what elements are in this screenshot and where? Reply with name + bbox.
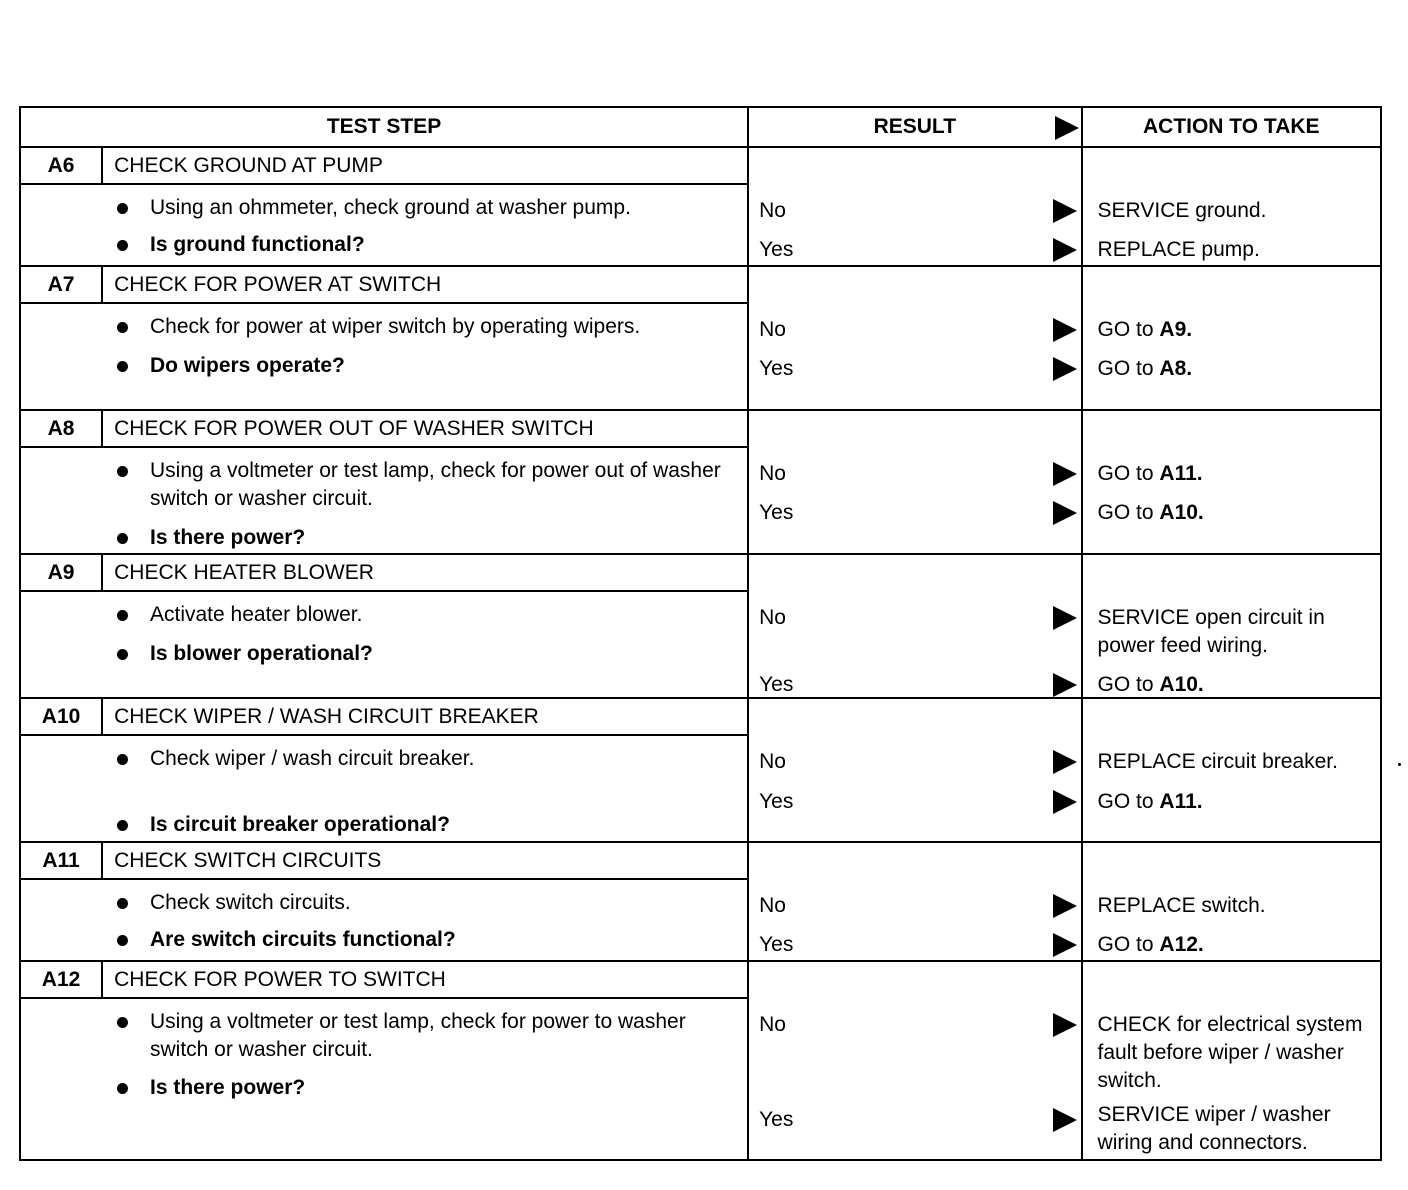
result-label: Yes [759,238,794,261]
step-title: CHECK FOR POWER TO SWITCH [102,961,748,998]
result-option [759,197,1080,225]
step-instruction [21,194,747,222]
bullet-icon [117,322,128,333]
bullet-icon [117,1017,128,1028]
result-label: No [759,606,786,629]
result-cell [748,410,1081,554]
step-question [21,231,747,259]
step-question [21,352,747,380]
action-text [1098,355,1374,383]
bullet-icon [117,466,128,477]
result-label: No [759,750,786,773]
action-text [1098,931,1374,959]
bullet-icon [117,203,128,214]
step-title-row [20,554,1381,591]
result-cell [748,961,1081,1160]
arrow-right-icon [1053,606,1077,630]
action-step-ref: A9. [1159,318,1193,341]
bullet-text: Is blower operational? [150,642,373,665]
stray-dot-mark [1398,763,1401,766]
action-text [1098,892,1374,920]
step-instruction [21,457,747,513]
bullet-text: Using an ohmmeter, check ground at washer pump. [150,196,631,219]
step-instruction [21,745,747,773]
bullet-text: Do wipers operate? [150,354,345,377]
arrow-right-icon [1055,116,1079,140]
action-text [1098,236,1374,264]
result-option [759,748,1080,776]
arrow-right-icon [1053,238,1077,262]
result-option [759,355,1080,383]
step-instruction [21,1008,747,1064]
step-question [21,811,747,839]
result-label: No [759,1013,786,1036]
action-cell [1082,410,1381,554]
action-instruction: SERVICE ground. [1097,199,1267,222]
result-option [759,316,1080,344]
result-option [759,892,1080,920]
bullet-icon [117,533,128,544]
result-option [759,460,1080,488]
result-option [759,1106,1080,1134]
arrow-right-icon [1053,790,1077,814]
bullet-text: Check for power at wiper switch by operating wipers. [150,315,641,338]
step-id: A11 [20,842,102,879]
bullet-icon [117,649,128,660]
step-title-row [20,410,1381,447]
step-id: A10 [20,698,102,735]
step-title-row [20,842,1381,879]
step-title-row [20,961,1381,998]
bullet-text: Using a voltmeter or test lamp, check for power out of washer switch or washer circuit. [150,459,721,510]
action-cell [1082,554,1381,698]
step-title: CHECK GROUND AT PUMP [102,147,748,184]
action-step-ref: A10. [1159,673,1204,696]
bullet-icon [117,361,128,372]
step-title: CHECK WIPER / WASH CIRCUIT BREAKER [102,698,748,735]
bullet-text: Check wiper / wash circuit breaker. [150,747,475,770]
step-question [21,926,747,954]
result-option [759,1011,1080,1039]
bullet-text: Is ground functional? [150,233,365,256]
step-body [20,184,748,266]
result-cell [748,266,1081,410]
step-id: A12 [20,961,102,998]
arrow-right-icon [1053,673,1077,697]
action-step-ref: A10. [1159,501,1204,524]
action-instruction: SERVICE wiper / washer wiring and connectors. [1097,1103,1331,1154]
bullet-text: Is circuit breaker operational? [150,813,450,836]
result-option [759,499,1080,527]
result-label: Yes [759,501,794,524]
step-question [21,1074,747,1102]
action-instruction: GO to [1097,318,1160,341]
step-instruction [21,889,747,917]
diagnostic-table [19,106,1382,1161]
action-instruction: GO to [1097,357,1160,380]
header-result-label: RESULT [873,115,957,138]
step-body [20,303,748,410]
header-action: ACTION TO TAKE [1082,107,1381,147]
arrow-right-icon [1053,1013,1077,1037]
action-instruction: GO to [1097,790,1160,813]
action-step-ref: A11. [1159,790,1203,813]
result-option [759,604,1080,632]
bullet-text: Using a voltmeter or test lamp, check for power to washer switch or washer circuit. [150,1010,686,1061]
action-instruction: GO to [1097,462,1160,485]
action-cell [1082,698,1381,842]
arrow-right-icon [1053,318,1077,342]
action-instruction: CHECK for electrical system fault before wiper / washer switch. [1097,1013,1363,1092]
step-body [20,735,748,842]
action-cell [1082,266,1381,410]
bullet-icon [117,754,128,765]
result-cell [748,147,1081,266]
action-instruction: GO to [1097,673,1160,696]
arrow-right-icon [1053,933,1077,957]
header-result [748,107,1081,147]
result-label: Yes [759,1108,794,1131]
action-text [1098,604,1374,660]
bullet-icon [117,820,128,831]
bullet-text: Are switch circuits functional? [150,928,456,951]
step-title: CHECK HEATER BLOWER [102,554,748,591]
step-title-row [20,266,1381,303]
action-step-ref: A12. [1159,933,1204,956]
step-title: CHECK FOR POWER AT SWITCH [102,266,748,303]
action-text [1098,1101,1374,1157]
step-title: CHECK SWITCH CIRCUITS [102,842,748,879]
result-option [759,671,1080,699]
bullet-icon [117,898,128,909]
step-title: CHECK FOR POWER OUT OF WASHER SWITCH [102,410,748,447]
action-instruction: SERVICE open circuit in power feed wiring. [1097,606,1325,657]
action-step-ref: A8. [1159,357,1193,380]
bullet-icon [117,1083,128,1094]
result-label: Yes [759,933,794,956]
step-title-row [20,147,1381,184]
table-header-row [20,107,1381,147]
bullet-text: Check switch circuits. [150,891,351,914]
step-body [20,879,748,961]
arrow-right-icon [1053,1108,1077,1132]
action-instruction: REPLACE pump. [1097,238,1260,261]
step-id: A6 [20,147,102,184]
action-text [1098,748,1374,776]
action-step-ref: A11. [1159,462,1203,485]
step-body [20,447,748,554]
step-question [21,524,747,552]
action-text [1098,671,1374,699]
bullet-icon [117,610,128,621]
result-label: No [759,199,786,222]
step-id: A7 [20,266,102,303]
arrow-right-icon [1053,894,1077,918]
step-body [20,998,748,1160]
bullet-icon [117,240,128,251]
arrow-right-icon [1053,462,1077,486]
action-instruction: REPLACE switch. [1097,894,1266,917]
step-body [20,591,748,698]
result-label: Yes [759,790,794,813]
step-question [21,640,747,668]
header-test-step: TEST STEP [20,107,748,147]
action-text [1098,316,1374,344]
result-label: No [759,318,786,341]
step-id: A9 [20,554,102,591]
result-option [759,931,1080,959]
action-text [1098,788,1374,816]
action-text [1098,1011,1374,1095]
bullet-text: Activate heater blower. [150,603,363,626]
action-cell [1082,842,1381,961]
action-instruction: GO to [1097,501,1160,524]
action-cell [1082,147,1381,266]
action-text [1098,460,1374,488]
result-label: No [759,894,786,917]
action-cell [1082,961,1381,1160]
result-label: Yes [759,357,794,380]
result-label: No [759,462,786,485]
action-text [1098,197,1374,225]
result-cell [748,698,1081,842]
bullet-text: Is there power? [150,526,306,549]
step-instruction [21,313,747,341]
arrow-right-icon [1053,199,1077,223]
step-title-row [20,698,1381,735]
result-option [759,236,1080,264]
arrow-right-icon [1053,357,1077,381]
result-label: Yes [759,673,794,696]
arrow-right-icon [1053,501,1077,525]
bullet-icon [117,935,128,946]
step-id: A8 [20,410,102,447]
step-instruction [21,601,747,629]
action-instruction: REPLACE circuit breaker. [1097,750,1338,773]
action-instruction: GO to [1097,933,1160,956]
action-text [1098,499,1374,527]
result-cell [748,554,1081,698]
result-option [759,788,1080,816]
bullet-text: Is there power? [150,1076,306,1099]
arrow-right-icon [1053,750,1077,774]
result-cell [748,842,1081,961]
